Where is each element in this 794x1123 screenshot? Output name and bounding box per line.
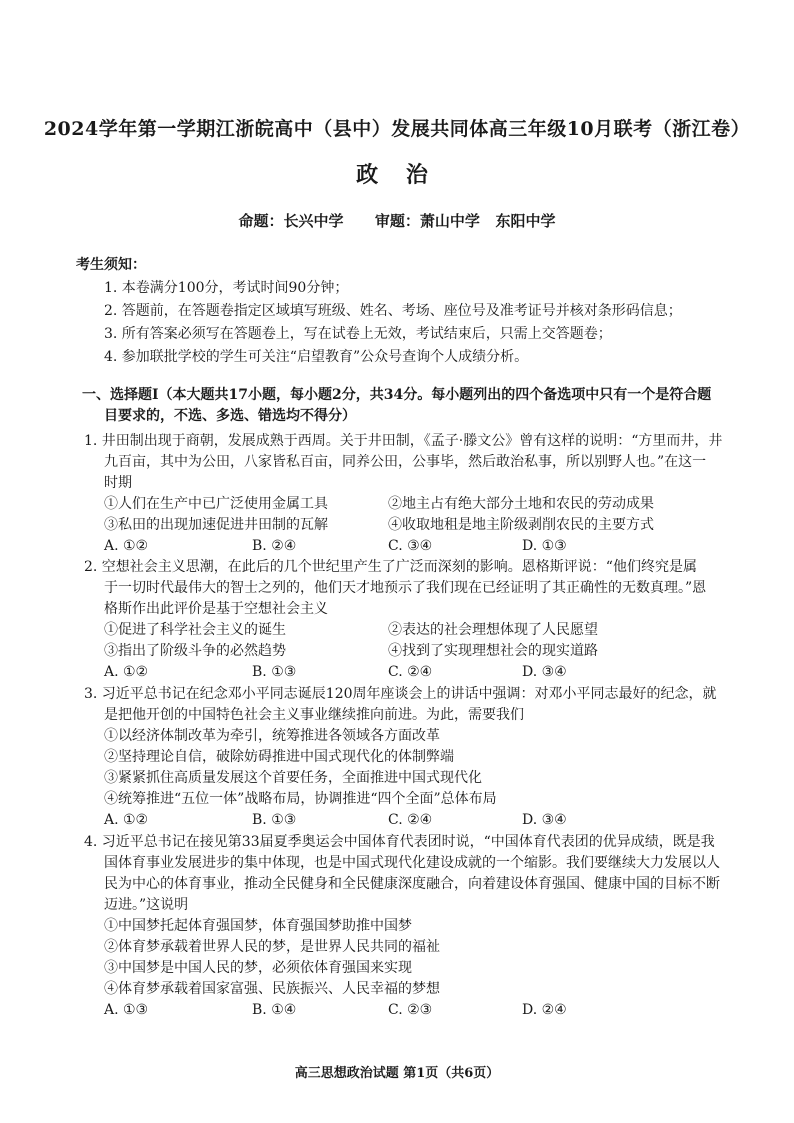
choice-a: A. ①②	[104, 812, 149, 828]
question-stem: 4. 习近平总书记在接见第33届夏季奥运会中国体育代表团时说，“中国体育代表团的优异成绩，既是我	[84, 834, 715, 850]
statement: ④收取地租是地主阶级剥削农民的主要方式	[388, 517, 654, 533]
page-footer: 高三思想政治试题 第1页（共6页）	[294, 1066, 500, 1081]
statement: ①以经济体制改革为牵引，统筹推进各领域各方面改革	[104, 728, 440, 744]
choice-c: C. ②④	[388, 812, 433, 828]
choice-d: D. ③④	[522, 812, 567, 828]
statement: ②坚持理论自信，破除妨碍推进中国式现代化的体制弊端	[104, 749, 454, 765]
choice-b: B. ①④	[252, 1002, 297, 1018]
notice-item: 2. 答题前，在答题卷指定区域填写班级、姓名、考场、座位号及准考证号并核对条形码信息；	[104, 303, 682, 319]
statement: ②表达的社会理想体现了人民愿望	[388, 622, 598, 638]
statement: ③指出了阶级斗争的必然趋势	[104, 643, 286, 659]
notice-item: 3. 所有答案必须写在答题卷上，写在试卷上无效，考试结束后，只需上交答题卷；	[104, 326, 612, 342]
choice-d: D. ①③	[522, 538, 567, 554]
choice-c: C. ②④	[388, 664, 433, 680]
question-stem: 于一切时代最伟大的智士之列的，他们天才地预示了我们现在已经证明了其正确性的无数真理。”恩	[104, 580, 707, 596]
choice-a: A. ①②	[104, 664, 149, 680]
statement: ③私田的出现加速促进井田制的瓦解	[104, 517, 328, 533]
choice-c: C. ③④	[388, 538, 433, 554]
choice-d: D. ②④	[522, 1002, 567, 1018]
exam-title: 2024学年第一学期江浙皖高中（县中）发展共同体高三年级10月联考（浙江卷）	[43, 118, 751, 140]
choice-a: A. ①②	[104, 538, 149, 554]
choice-b: B. ①③	[252, 664, 297, 680]
statement: ②体育梦承载着世界人民的梦，是世界人民共同的福祉	[104, 939, 440, 955]
choice-c: C. ②③	[388, 1002, 433, 1018]
question-stem: 3. 习近平总书记在纪念邓小平同志诞辰120周年座谈会上的讲话中强调：对邓小平同志最好的纪念，就	[84, 686, 717, 702]
question-stem: 2. 空想社会主义思潮，在此后的几个世纪里产生了广泛而深刻的影响。恩格斯评说：“他们终究是属	[84, 559, 697, 575]
statement: ①中国梦托起体育强国梦，体育强国梦助推中国梦	[104, 918, 412, 934]
question-stem: 迈进。”这说明	[104, 897, 189, 913]
statement: ④统筹推进“五位一体”战略布局，协调推进“四个全面”总体布局	[104, 791, 497, 807]
subject-title: 政 治	[356, 162, 438, 188]
notice-item: 1. 本卷满分100分，考试时间90分钟；	[104, 280, 349, 296]
choice-b: B. ②④	[252, 538, 297, 554]
section-heading-cont: 目要求的，不选、多选、错选均不得分）	[104, 408, 356, 424]
authors-line: 命题：长兴中学 审题：萧山中学 东阳中学	[238, 212, 556, 230]
choice-d: D. ③④	[522, 664, 567, 680]
statement: ④找到了实现理想社会的现实道路	[388, 643, 598, 659]
statement: ①促进了科学社会主义的诞生	[104, 622, 286, 638]
question-stem: 格斯作出此评价是基于空想社会主义	[104, 601, 328, 617]
statement: ④体育梦承载着国家富强、民族振兴、人民幸福的梦想	[104, 981, 440, 997]
question-stem: 国体育事业发展进步的集中体现，也是中国式现代化建设成就的一个缩影。我们要继续大力发展以人	[104, 855, 720, 871]
question-stem: 民为中心的体育事业，推动全民健身和全民健康深度融合，向着建设体育强国、健康中国的目标不断	[104, 876, 720, 892]
question-stem: 1. 井田制出现于商朝，发展成熟于西周。关于井田制，《孟子·滕文公》曾有这样的说明：“方里而井，井	[84, 433, 723, 449]
statement: ③紧紧抓住高质量发展这个首要任务，全面推进中国式现代化	[104, 770, 482, 786]
choice-b: B. ①③	[252, 812, 297, 828]
choice-a: A. ①③	[104, 1002, 149, 1018]
notice-item: 4. 参加联批学校的学生可关注“启望教育”公众号查询个人成绩分析。	[104, 349, 529, 365]
statement: ③中国梦是中国人民的梦，必须依体育强国来实现	[104, 960, 412, 976]
question-stem: 九百亩，其中为公田，八家皆私百亩，同养公田，公事毕，然后敢治私事，所以别野人也。”在这一	[104, 454, 707, 470]
section-heading: 一、选择题Ⅰ（本大题共17小题，每小题2分，共34分。每小题列出的四个备选项中只有一个是符合题	[82, 387, 712, 403]
question-stem: 时期	[104, 475, 132, 491]
statement: ②地主占有绝大部分土地和农民的劳动成果	[388, 496, 654, 512]
notice-heading: 考生须知：	[76, 257, 146, 273]
statement: ①人们在生产中已广泛使用金属工具	[104, 496, 328, 512]
question-stem: 是把他开创的中国特色社会主义事业继续推向前进。为此，需要我们	[104, 707, 524, 723]
